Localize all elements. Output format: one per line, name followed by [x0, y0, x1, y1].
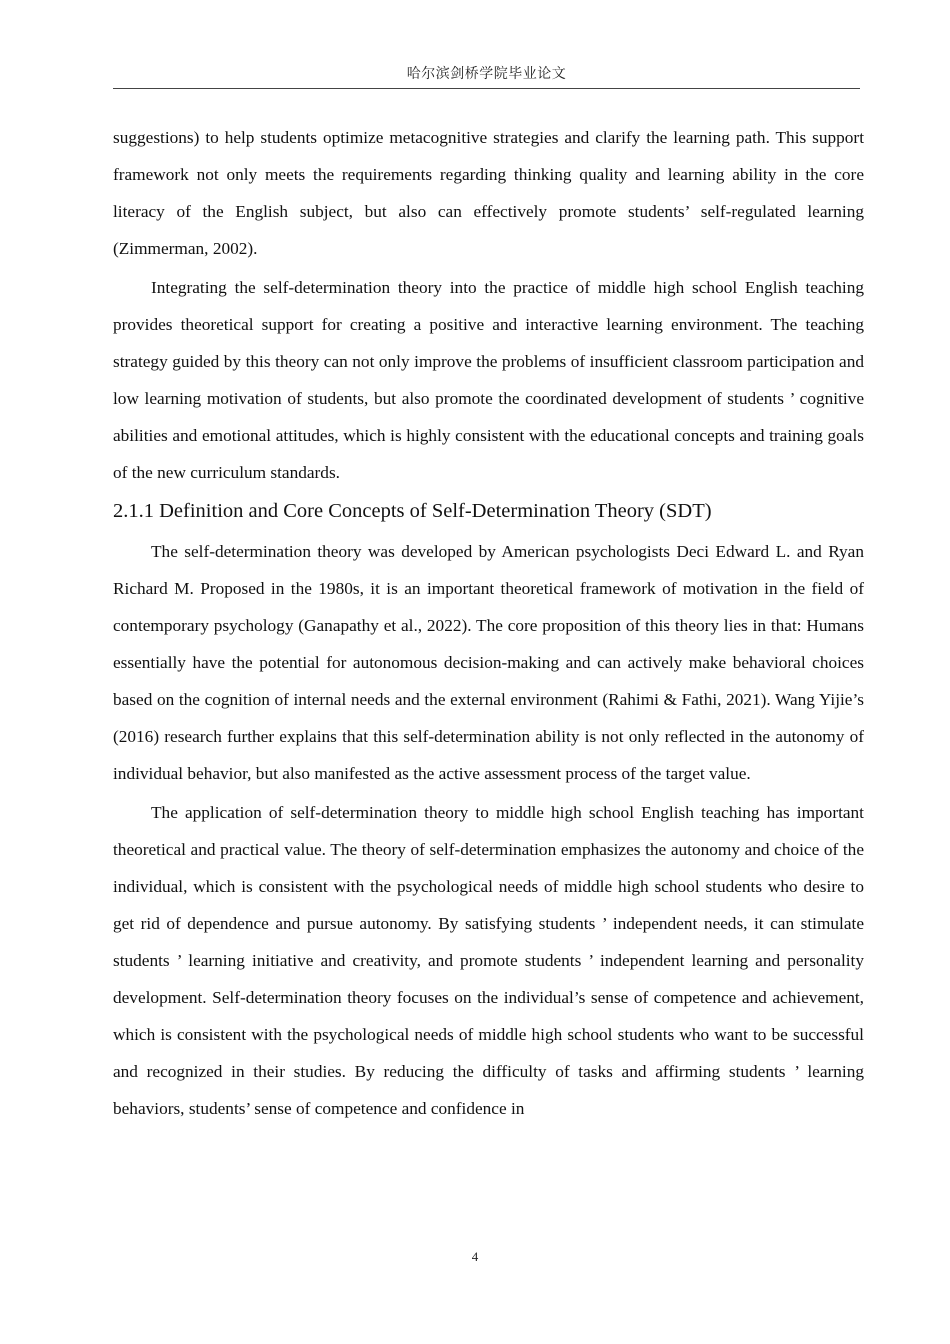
page-number: 4 [471, 1249, 479, 1264]
paragraph-sdt-application: The application of self-determination theory to middle high school English teaching has important theoretical and practical value. The theory of self-determination emphasizes the autonomy and choice of the individual, which is consistent with the psychological needs of middle high school students who desire to get rid of dependence and pursue autonomy. By satisfying students ’ independent needs, it can stimulate students ’ learning initiative and creativity, and promote students ’ independent learning and personality development. Self-determination theory focuses on the individual’s sense of competence and achievement, which is consistent with the psychological needs of middle high school students who want to be successful and recognized in their studies. By reducing the difficulty of tasks and affirming students ’ learning behaviors, students’ sense of competence and confidence in [113, 803, 864, 1118]
body-text [113, 119, 864, 1129]
paragraph-sdt-definition: The self-determination theory was developed by American psychologists Deci Edward L. and Ryan Richard M. Proposed in the 1980s, it is an important theoretical framework of motivation in the field of contemporary psychology (Ganapathy et al., 2022). The core proposition of this theory lies in that: Humans essentially have the potential for autonomous decision-making and can actively make behavioral choices based on the cognition of internal needs and the external environment (Rahimi & Fathi, 2021). Wang Yijie’s (2016) research further explains that this self-determination ability is not only reflected in the autonomy of individual behavior, but also manifested as the active assessment process of the target value. [113, 542, 864, 783]
paragraph-sdt-integration: Integrating the self-determination theory into the practice of middle high school English teaching provides theoretical support for creating a positive and interactive learning environment. The teaching strategy guided by this theory can not only improve the problems of insufficient classroom participation and low learning motivation of students, but also promote the coordinated development of students ’ cognitive abilities and emotional attitudes, which is highly consistent with the educational concepts and training goals of the new curriculum standards. [113, 278, 864, 482]
header-divider [113, 88, 860, 89]
paragraph-continued: suggestions) to help students optimize metacognitive strategies and clarify the learning path. This support framework not only meets the requirements regarding thinking quality and learning ability in the core literacy of the English subject, but also can effectively promote students’ self-regulated learning (Zimmerman, 2002). [113, 128, 864, 258]
running-header: 哈尔滨剑桥学院毕业论文 [406, 67, 567, 82]
section-heading: 2.1.1 Definition and Core Concepts of Self-Determination Theory (SDT) [113, 500, 712, 522]
